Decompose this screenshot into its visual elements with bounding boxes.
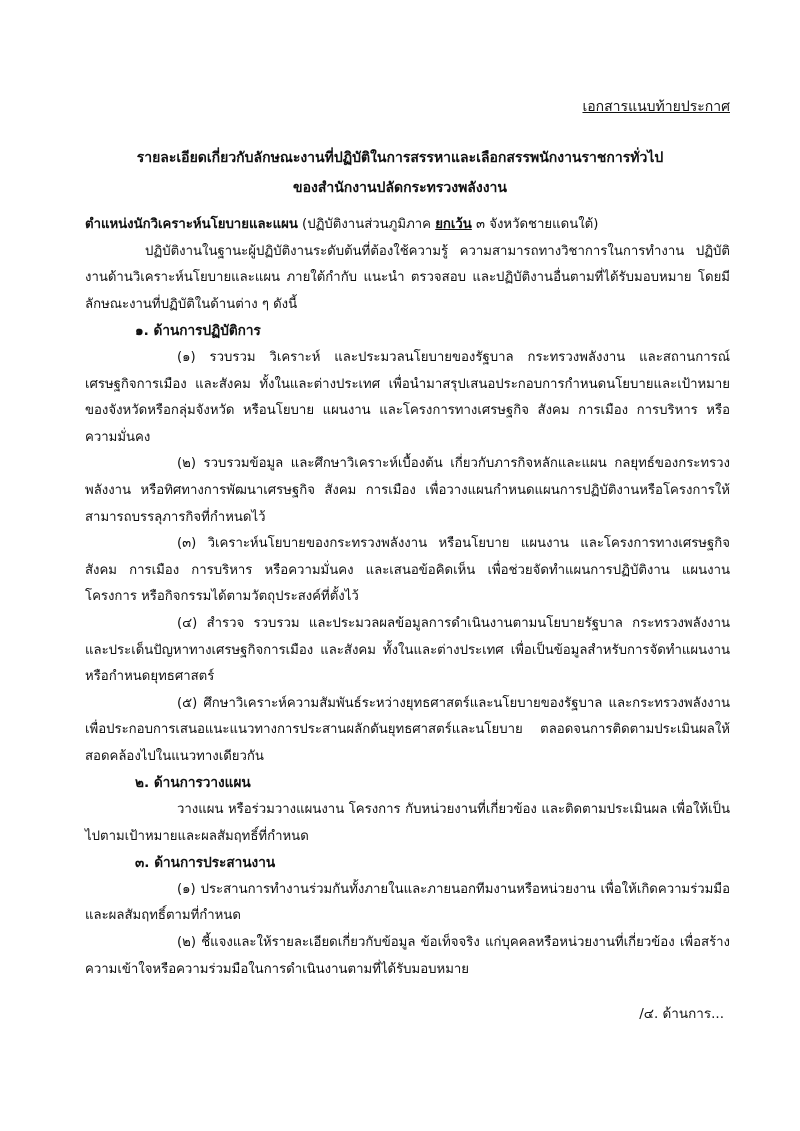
coordination-item-2: (๒) ชี้แจงและให้รายละเอียดเกี่ยวกับข้อมูล ข้อเท็จจริง แก่บุคคลหรือหน่วยงานที่เกี่ยวข้อง เพื่อสร้างความเข้าใจหรือความร่วมมือในการดำเนินงานตามที่ได้รับมอบหมาย — [85, 935, 730, 977]
planning-item-1: วางแผน หรือร่วมวางแผนงาน โครงการ กับหน่วยงานที่เกี่ยวข้อง และติดตามประเมินผล เพื่อให้เป็นไปตามเป้าหมายและผลสัมฤทธิ์ที่กำหนด — [85, 802, 730, 844]
section-heading-coordination: ๓. ด้านการประสานงาน — [135, 855, 276, 872]
section-heading-operations: ๑. ด้านการปฏิบัติการ — [135, 323, 261, 340]
position-note-open: (ปฏิบัติงานส่วนภูมิภาค — [297, 217, 436, 232]
title-line-1: รายละเอียดเกี่ยวกับลักษณะงานที่ปฏิบัติในการสรรหาและเลือกสรรพนักงานราชการทั่วไป — [136, 150, 664, 166]
operations-item-5: (๕) ศึกษาวิเคราะห์ความสัมพันธ์ระหว่างยุทธศาสตร์และนโยบายของรัฐบาล และกระทรวงพลังงาน เพื่อประกอบการเสนอแนะแนวทางการประสานผลักดันยุทธศาสตร์และนโยบาย ตลอดจนการติดตามประเมินผลให้สอดคล้องไปในแนวทางเดียวกัน — [85, 695, 730, 764]
title-line-2: ของสำนักงานปลัดกระทรวงพลังงาน — [293, 180, 507, 196]
section-heading-planning: ๒. ด้านการวางแผน — [135, 775, 251, 792]
document-body — [85, 212, 730, 983]
operations-item-2: (๒) รวบรวมข้อมูล และศึกษาวิเคราะห์เบื้องต้น เกี่ยวกับภารกิจหลักและแผน กลยุทธ์ของกระทรวงพลังงาน หรือทิศทางการพัฒนาเศรษฐกิจ สังคม การเมือง เพื่อวางแผนกำหนดแผนการปฏิบัติงานหรือโครงการให้สามารถบรรลุภารกิจที่กำหนดไว้ — [85, 456, 730, 525]
coordination-item-1: (๑) ประสานการทำงานร่วมกันทั้งภายในและภายนอกทีมงานหรือหน่วยงาน เพื่อให้เกิดความร่วมมือและผลสัมฤทธิ์ตามที่กำหนด — [85, 881, 730, 924]
position-note-except: ยกเว้น — [435, 217, 472, 232]
annex-label: เอกสารแนบท้ายประกาศ — [582, 99, 730, 115]
position-name: ตำแหน่งนักวิเคราะห์นโยบายและแผน — [85, 217, 298, 232]
continuation-footer: /๔. ด้านการ... — [639, 1006, 724, 1022]
document-title — [60, 143, 740, 203]
intro-paragraph: ปฏิบัติงานในฐานะผู้ปฏิบัติงานระดับต้นที่ต้องใช้ความรู้ ความสามารถทางวิชาการในการทำงาน ปฏิบัติงานด้านวิเคราะห์นโยบายและแผน ภายใต้กำกับ แนะนำ ตรวจสอบ และปฏิบัติงานอื่นตามที่ได้รับมอบหมาย โดยมีลักษณะงานที่ปฏิบัติในด้านต่าง ๆ ดังนี้ — [85, 243, 730, 312]
operations-item-1: (๑) รวบรวม วิเคราะห์ และประมวลนโยบายของรัฐบาล กระทรวงพลังงาน และสถานการณ์เศรษฐกิจการเมือง และสังคม ทั้งในและต่างประเทศ เพื่อนำมาสรุปเสนอประกอบการกำหนดนโยบายและเป้าหมายของจังหวัดหรือกลุ่มจังหวัด หรือนโยบาย แผนงาน และโครงการทางเศรษฐกิจ สังคม การเมือง การบริหาร หรือความมั่นคง — [85, 349, 730, 445]
operations-item-4: (๔) สำรวจ รวบรวม และประมวลผลข้อมูลการดำเนินงานตามนโยบายรัฐบาล กระทรวงพลังงาน และประเด็นปัญหาทางเศรษฐกิจการเมือง และสังคม ทั้งในและต่างประเทศ เพื่อเป็นข้อมูลสำหรับการจัดทำแผนงาน หรือกำหนดยุทธศาสตร์ — [85, 615, 730, 685]
position-note-close: ๓ จังหวัดชายแดนใต้) — [471, 217, 599, 232]
operations-item-3: (๓) วิเคราะห์นโยบายของกระทรวงพลังงาน หรือนโยบาย แผนงาน และโครงการทางเศรษฐกิจ สังคม การเมือง การบริหาร หรือความมั่นคง และเสนอข้อคิดเห็น เพื่อช่วยจัดทำแผนการปฏิบัติงาน แผนงาน โครงการ หรือกิจกรรมได้ตามวัตถุประสงค์ที่ตั้งไว้ — [85, 536, 730, 605]
position-line — [85, 212, 730, 239]
